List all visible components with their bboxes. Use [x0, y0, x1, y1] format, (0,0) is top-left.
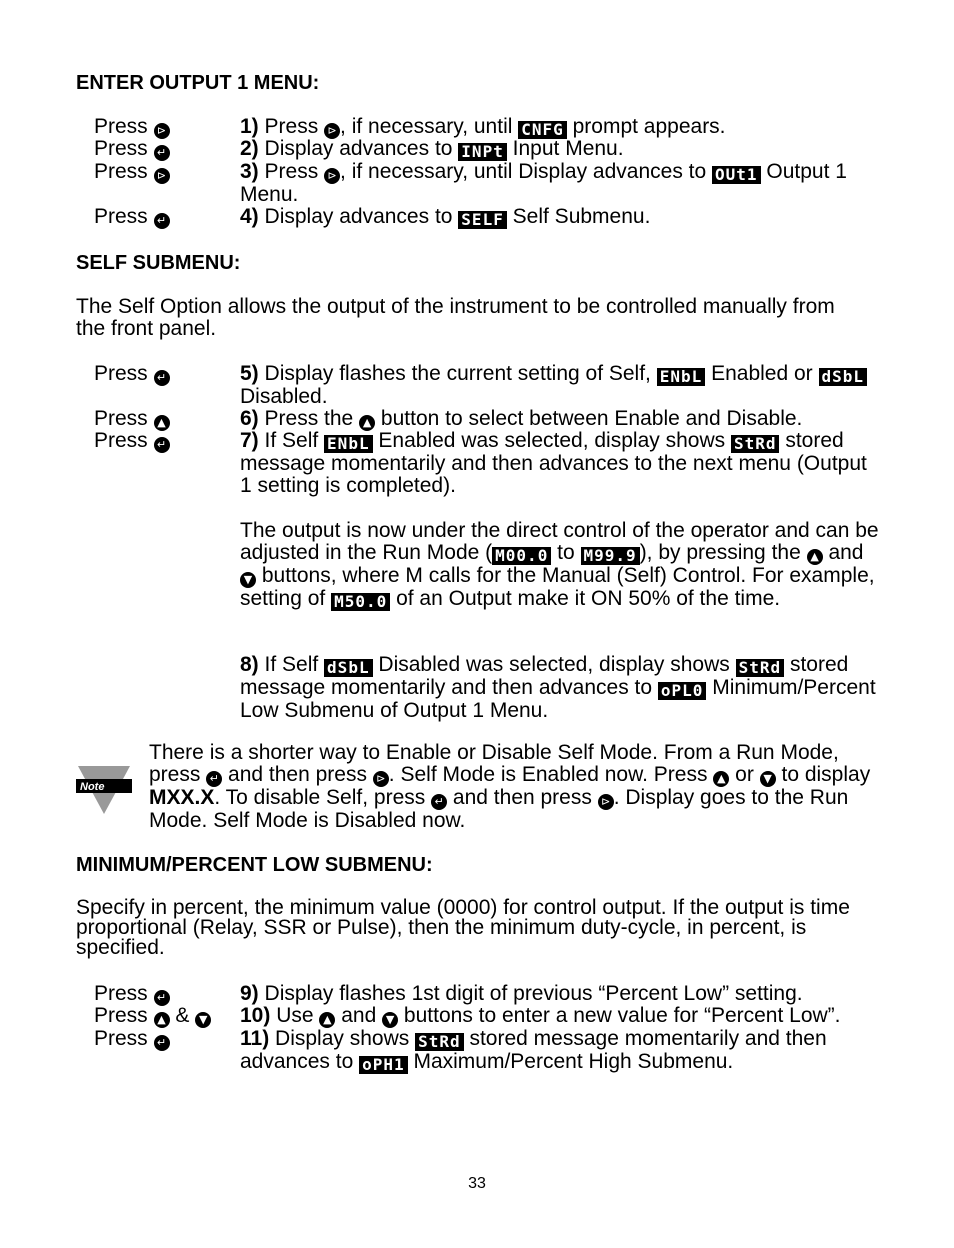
step-6: 6) Press the ▲ button to select between Enable and Disable. — [240, 407, 803, 430]
step-9: 9) Display flashes 1st digit of previous “Percent Low” setting. — [240, 982, 803, 1005]
heading-self-submenu: SELF SUBMENU: — [76, 252, 241, 274]
lcd-display: CNFG — [518, 121, 567, 139]
step-5: 5) Display flashes the current setting of Self, ENbL Enabled or dSbL Disabled. — [240, 363, 880, 408]
press-instruction: Press ↵ — [94, 1028, 234, 1051]
press-instruction: Press ⊳ — [94, 161, 234, 184]
lcd-display: StRd — [736, 659, 785, 677]
lcd-display: StRd — [731, 435, 780, 453]
svg-text:Note: Note — [80, 781, 105, 793]
enter-button-icon: ↵ — [154, 370, 170, 386]
step-11: 11) Display shows StRd stored message momentarily and then advances to oPH1 Maximum/Percent High Submenu. — [240, 1027, 827, 1074]
lcd-display: OUt1 — [712, 166, 761, 184]
enter-button-icon: ↵ — [154, 437, 170, 453]
down-button-icon: ▼ — [382, 1012, 398, 1028]
lcd-display: ENbL — [324, 435, 373, 453]
press-instruction: Press ↵ — [94, 430, 234, 453]
page-number: 33 — [468, 1175, 486, 1192]
up-button-icon: ▲ — [319, 1012, 335, 1028]
step-7: 7) If Self ENbL Enabled was selected, display shows StRd stored message momentarily and then advances to the next menu (Output 1 setting is completed). — [240, 429, 867, 497]
up-button-icon: ▲ — [154, 1012, 170, 1028]
manual-control-paragraph: The output is now under the direct control of the operator and can be adjusted in the Run Mode ( M00.0 to M99.9 ), by pressing the ▲ and ▼ buttons, where M calls for the Manual (Self) Control. For example, setting of M50.0 of an Output make it ON 50% of the time. — [240, 519, 879, 611]
heading-output1-menu: ENTER OUTPUT 1 MENU: — [76, 72, 320, 94]
max-button-icon: ⊳ — [154, 168, 170, 184]
down-button-icon: ▼ — [240, 572, 256, 588]
max-button-icon: ⊳ — [324, 123, 340, 139]
max-button-icon: ⊳ — [324, 168, 340, 184]
lcd-display: oPH1 — [359, 1056, 408, 1074]
up-button-icon: ▲ — [807, 549, 823, 565]
lcd-display: StRd — [415, 1033, 464, 1051]
enter-button-icon: ↵ — [154, 990, 170, 1006]
step-3: 3) Press ⊳ , if necessary, until Display advances to OUt1 Output 1 Menu. — [240, 160, 847, 206]
press-instruction: Press ↵ — [94, 363, 234, 386]
lcd-display: M50.0 — [331, 593, 390, 611]
minlow-intro-paragraph: Specify in percent, the minimum value (0000) for control output. If the output is time proportional (Relay, SSR or Pulse), then the minimum duty-cycle, in percent, is specified. — [76, 896, 850, 959]
max-button-icon: ⊳ — [373, 771, 389, 787]
down-button-icon: ▼ — [195, 1012, 211, 1028]
up-button-icon: ▲ — [359, 415, 375, 431]
enter-button-icon: ↵ — [206, 771, 222, 787]
step-2: 2) Display advances to INPt Input Menu. — [240, 137, 624, 161]
enter-button-icon: ↵ — [154, 1035, 170, 1051]
lcd-display: dSbL — [324, 659, 373, 677]
step-10: 10) Use ▲ and ▼ buttons to enter a new value for “Percent Low”. — [240, 1004, 841, 1027]
step-4: 4) Display advances to SELF Self Submenu. — [240, 205, 651, 229]
enter-button-icon: ↵ — [431, 794, 447, 810]
lcd-display: M99.9 — [581, 547, 640, 565]
heading-minlow-submenu: MINIMUM/PERCENT LOW SUBMENU: — [76, 854, 433, 876]
up-button-icon: ▲ — [154, 415, 170, 431]
press-instruction: Press ⊳ — [94, 116, 234, 139]
up-button-icon: ▲ — [713, 771, 729, 787]
lcd-display: M00.0 — [492, 547, 551, 565]
lcd-display: INPt — [458, 143, 507, 161]
note-icon — [76, 762, 132, 816]
press-instruction: Press ↵ — [94, 138, 234, 161]
lcd-display: SELF — [458, 211, 507, 229]
down-button-icon: ▼ — [760, 771, 776, 787]
press-instruction: Press ↵ — [94, 983, 234, 1006]
max-button-icon: ⊳ — [154, 123, 170, 139]
max-button-icon: ⊳ — [598, 794, 614, 810]
press-instruction: Press ↵ — [94, 206, 234, 229]
lcd-display: oPL0 — [658, 682, 707, 700]
lcd-display: ENbL — [657, 368, 706, 386]
press-instruction: Press ▲ & ▼ — [94, 1005, 234, 1028]
lcd-display: dSbL — [819, 368, 868, 386]
self-intro-paragraph: The Self Option allows the output of the instrument to be controlled manually from the front panel. — [76, 295, 835, 340]
press-instruction: Press ▲ — [94, 408, 234, 431]
enter-button-icon: ↵ — [154, 145, 170, 161]
step-8: 8) If Self dSbL Disabled was selected, display shows StRd stored message momentarily and then advances to oPL0 Minimum/Percent Low Submenu of Output 1 Menu. — [240, 653, 876, 722]
note-paragraph: There is a shorter way to Enable or Disable Self Mode. From a Run Mode, press ↵ and then press ⊳ . Self Mode is Enabled now. Press ▲ or ▼ to display MXX.X. To disable Self, press ↵ and then press ⊳ . Display goes to the Run Mode. Self Mode is Disabled now. — [149, 741, 871, 832]
step-1: 1) Press ⊳ , if necessary, until CNFG prompt appears. — [240, 115, 726, 139]
enter-button-icon: ↵ — [154, 213, 170, 229]
